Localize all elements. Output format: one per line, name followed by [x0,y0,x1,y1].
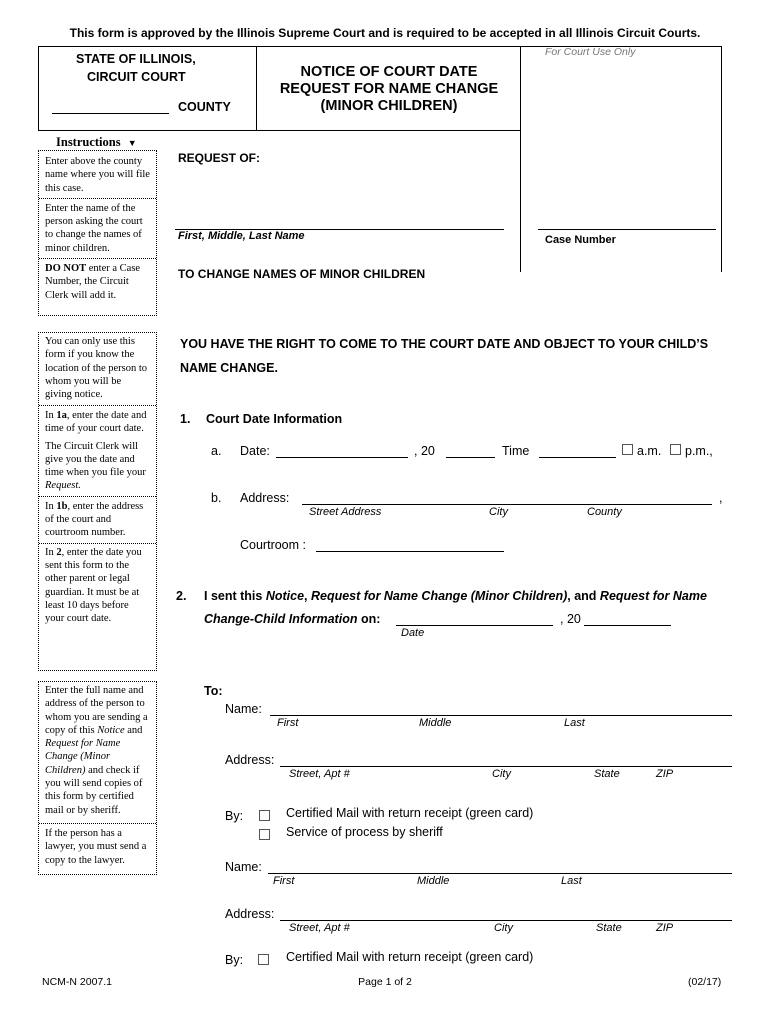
recipient-1-address-field[interactable] [280,766,732,767]
date-year-prefix: , 20 [414,444,435,458]
rights-line-2: NAME CHANGE. [180,361,278,375]
recipient-1-last-caption: Last [564,717,585,729]
to-label: To: [204,684,223,698]
sent-date-field[interactable] [396,625,553,626]
court-time-field[interactable] [539,457,616,458]
case-number-field[interactable] [538,229,716,230]
rights-line-1: YOU HAVE THE RIGHT TO COME TO THE COURT DATE AND OBJECT TO YOUR CHILD’S [180,337,709,351]
recipient-2-address-label: Address: [225,907,275,921]
section-2-text-line-1: I sent this Notice, Request for Name Change (Minor Children), and Request for Name [204,589,707,603]
court-address-label: Address: [240,491,290,505]
date-label: Date: [240,444,270,458]
section-1-heading: Court Date Information [206,412,343,426]
case-number-label: Case Number [545,234,616,246]
court-use-label: For Court Use Only [545,46,636,58]
time-label: Time [502,444,530,458]
recipient-1-sheriff-checkbox[interactable] [259,829,270,840]
recipient-2-name-field[interactable] [268,873,732,874]
recipient-2-middle-caption: Middle [417,875,450,887]
pm-label: p.m., [685,444,713,458]
recipient-2-last-caption: Last [561,875,582,887]
title-line-1: NOTICE OF COURT DATE [300,64,478,80]
sent-year-field[interactable] [584,625,671,626]
recipient-2-name-label: Name: [225,860,262,874]
circuit-court-label: CIRCUIT COURT [87,70,186,84]
instructions-box-3 [38,681,157,875]
do-not-rest: enter a Case Number, the Circuit Clerk will add it. [45,263,141,301]
recipient-1-zip-caption: ZIP [656,768,674,780]
recipient-2-zip-caption: ZIP [656,922,674,934]
change-names-label: TO CHANGE NAMES OF MINOR CHILDREN [178,267,426,281]
recipient-2-state-caption: State [596,922,622,934]
request-of-label: REQUEST OF: [178,151,261,165]
item-a-label: a. [211,444,222,458]
recipient-1-first-caption: First [277,717,299,729]
court-address-comma: , [719,491,723,505]
court-date-field[interactable] [276,457,408,458]
recipient-1-street-caption: Street, Apt # [289,768,350,780]
form-id: NCM-N 2007.1 [42,976,113,988]
instruction-county: Enter above the county name where you will file this case. [45,156,150,194]
recipient-1-name-field[interactable] [270,715,732,716]
instruction-recipient: Enter the full name and address of the person to whom you are sending a copy of this Notice and Request for Name Change (Minor Children) and check if you will send copies of this form by certified mail or by sheriff. [45,685,148,816]
county-field[interactable] [52,113,169,114]
do-not-emphasis: DO NOT [45,263,87,275]
instruction-petitioner: Enter the name of the person asking the court to change the names of minor children. [45,202,143,254]
instruction-lawyer: If the person has a lawyer, you must send a copy to the lawyer. [45,828,147,866]
court-use-right-rule [721,46,722,272]
recipient-2-first-caption: First [273,875,295,887]
recipient-2-by-label: By: [225,953,244,967]
recipient-2-street-caption: Street, Apt # [289,922,350,934]
recipient-1-state-caption: State [594,768,620,780]
court-city-caption: City [489,506,508,518]
pm-checkbox[interactable] [670,444,681,455]
court-address-field[interactable] [302,504,712,505]
instruction-case-number [39,259,156,305]
section-1-number: 1. [180,412,191,426]
recipient-1-certified-mail-checkbox[interactable] [259,810,270,821]
recipient-1-address-label: Address: [225,753,275,767]
recipient-2-certified-mail-checkbox[interactable] [258,954,269,965]
county-label: COUNTY [178,100,231,114]
item-b-label: b. [211,491,222,505]
instructions-heading-text: Instructions [56,135,121,149]
caption-divider [256,46,257,130]
court-use-left-rule [520,46,521,272]
recipient-1-certified-mail-label: Certified Mail with return receipt (green card) [286,806,534,820]
form-title [258,64,520,115]
am-label: a.m. [637,444,662,458]
recipient-2-address-field[interactable] [280,920,732,921]
revision-date: (02/17) [688,976,722,988]
sent-date-caption: Date [401,627,425,639]
title-line-3: (MINOR CHILDREN) [320,98,458,114]
recipient-1-sheriff-label: Service of process by sheriff [286,825,443,839]
instruction-1a: In 1a, enter the date and time of your court date. The Circuit Clerk will give you the date and time when you file your Request. [45,410,147,492]
courtroom-label: Courtroom : [240,538,306,552]
petitioner-name-caption: First, Middle, Last Name [178,230,305,242]
instruction-location: You can only use this form if you know the location of the person to whom you will be giving notice. [45,336,148,401]
recipient-2-certified-mail-label: Certified Mail with return receipt (green card) [286,950,534,964]
recipient-1-by-label: By: [225,809,244,823]
triangle-down-icon: ▼ [127,138,137,148]
instruction-2: In 2, enter the date you sent this form to the other parent or legal guardian. It must be at least 10 days before your court date. [45,546,142,625]
approval-notice: This form is approved by the Illinois Supreme Court and is required to be accepted in all Illinois Circuit Courts. [69,26,701,40]
section-2-number: 2. [176,589,187,603]
recipient-1-name-label: Name: [225,702,262,716]
section-2-text-line-2: Change-Child Information on: [204,612,381,626]
instructions-box-1 [38,150,157,316]
instructions-box-2 [38,332,157,671]
recipient-2-city-caption: City [494,922,513,934]
courtroom-field[interactable] [316,551,504,552]
recipient-1-city-caption: City [492,768,511,780]
court-year-field[interactable] [446,457,495,458]
page-number: Page 1 of 2 [358,976,412,988]
recipient-1-middle-caption: Middle [419,717,452,729]
instructions-heading [56,135,137,150]
state-label: STATE OF ILLINOIS, [76,52,196,66]
sent-year-prefix: , 20 [560,612,581,626]
caption-left-rule [38,46,39,130]
instruction-1b: In 1b, enter the address of the court and courtroom number. [45,500,144,539]
court-county-caption: County [587,506,622,518]
title-line-2: REQUEST FOR NAME CHANGE [279,81,499,97]
am-checkbox[interactable] [622,444,633,455]
street-address-caption: Street Address [309,506,382,518]
caption-bottom-rule [38,130,520,131]
